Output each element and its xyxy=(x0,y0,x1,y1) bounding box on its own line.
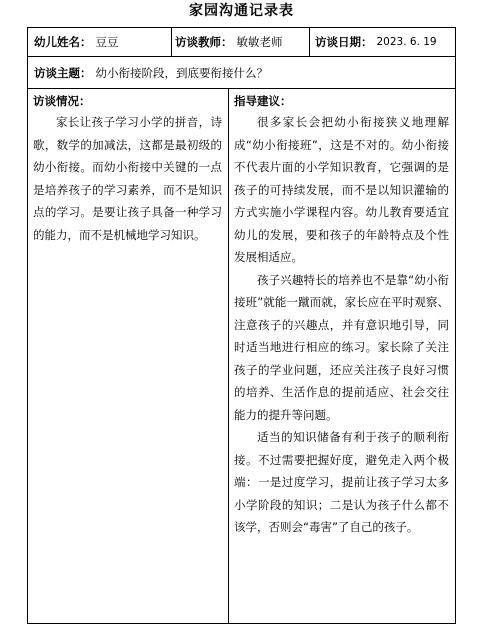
topic-cell xyxy=(28,57,455,88)
child-name-label: 幼儿姓名： xyxy=(34,35,92,49)
guidance-paragraph: 适当的知识储备有利于孩子的顺利衔接。不过需要把握好度，避免走入两个极端：一是过度学习，提前让孩子学习太多小学阶段的知识；二是认为孩子什么都不该学，否则会“毒害”了自己的孩子。 xyxy=(234,430,449,534)
situation-heading: 访谈情况： xyxy=(33,94,91,108)
guidance-paragraph: 孩子兴趣特长的培养也不是靠“幼小衔接班”就能一蹴而就，家长应在平时观察、注意孩子的兴趣点，并有意识地引导，同时适当地进行相应的练习。家长除了关注孩子的学业问题，还应关注孩子良好习惯的培养、生活作息的提前适应、社会交往能力的提升等问题。 xyxy=(234,272,449,422)
teacher-label: 访谈教师： xyxy=(175,35,233,49)
record-table xyxy=(27,27,456,624)
topic-value: 幼小衔接阶段，到底要衔接什么？ xyxy=(95,65,268,80)
guidance-paragraph: 很多家长会把幼小衔接狭义地理解成“幼小衔接班”，这是不对的。幼小衔接不代表片面的小学知识教育，它强调的是孩子的可持续发展，而不是以知识灌输的方式实施小学课程内容。幼儿教育要适宜幼儿的发展，要和孩子的年龄特点及个性发展相适应。 xyxy=(234,115,449,264)
page-title: 家园沟通记录表 xyxy=(189,3,294,19)
topic-row xyxy=(28,57,455,89)
topic-label: 访谈主题： xyxy=(34,65,92,80)
info-row xyxy=(28,28,455,57)
date-cell xyxy=(310,28,455,56)
date-value: 2023. 6. 19 xyxy=(376,36,437,48)
guidance-column xyxy=(229,89,455,623)
teacher-cell xyxy=(172,28,310,56)
situation-paragraph: 家长让孩子学习小学的拼音，诗歌，数学的加减法，这都是最初级的幼小衔接。而幼小衔接中关键的一点是培养孩子的学习素养，而不是知识点的学习。是要让孩子具备一种学习的能力，而不是机械地学习知识。 xyxy=(33,115,222,242)
date-label: 访谈日期： xyxy=(315,35,373,49)
guidance-heading: 指导建议： xyxy=(234,94,292,108)
body-row xyxy=(28,89,455,623)
situation-column xyxy=(28,89,229,623)
teacher-value: 敏敏老师 xyxy=(236,35,283,49)
child-name-value: 豆豆 xyxy=(95,35,119,49)
child-name-cell xyxy=(28,28,172,56)
